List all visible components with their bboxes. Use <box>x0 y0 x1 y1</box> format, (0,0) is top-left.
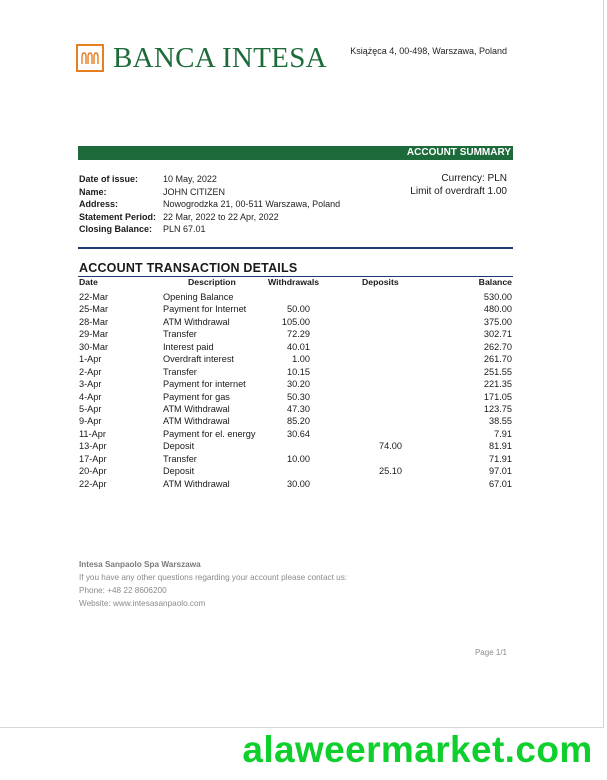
row-withdrawal: 105.00 <box>281 316 310 327</box>
info-row-period <box>79 211 340 224</box>
row-deposit: 25.10 <box>379 466 402 477</box>
row-balance: 261.70 <box>483 354 512 365</box>
table-row <box>78 478 513 490</box>
table-row <box>78 366 513 378</box>
row-description: Deposit <box>163 441 195 452</box>
closing-label: Closing Balance: <box>79 224 153 235</box>
row-description: Opening Balance <box>163 292 234 302</box>
currency-text: Currency: PLN <box>441 173 507 184</box>
page-number: Page 1/1 <box>474 648 507 657</box>
row-description: Transfer <box>163 453 197 464</box>
name-label: Name: <box>79 186 107 197</box>
row-description: Payment for internet <box>163 379 246 390</box>
footer-contact: If you have any other questions regarding your account please contact us: <box>79 573 348 582</box>
row-description: Overdraft interest <box>163 354 234 365</box>
section-divider <box>78 247 513 249</box>
header-description: Description <box>188 277 236 287</box>
name-value: JOHN CITIZEN <box>163 186 225 197</box>
table-row <box>78 316 513 328</box>
row-description: ATM Withdrawal <box>163 316 230 327</box>
row-description: ATM Withdrawal <box>163 478 230 489</box>
row-date: 22-Mar <box>79 292 109 302</box>
row-date: 29-Mar <box>79 329 109 340</box>
row-description: Payment for gas <box>163 391 230 402</box>
transactions-table <box>78 291 513 490</box>
address-value: Nowogrodzka 21, 00-511 Warszawa, Poland <box>163 199 341 210</box>
table-row <box>78 440 513 452</box>
row-date: 9-Apr <box>79 416 102 427</box>
period-label: Statement Period: <box>79 211 157 222</box>
row-balance: 81.91 <box>489 441 512 452</box>
row-balance: 38.55 <box>489 416 512 427</box>
row-date: 20-Apr <box>79 466 107 477</box>
info-row-address <box>79 198 340 211</box>
row-balance: 262.70 <box>483 341 512 352</box>
address-label: Address: <box>79 199 119 210</box>
info-row-name <box>79 186 340 199</box>
footer <box>79 558 347 610</box>
row-date: 30-Mar <box>79 341 109 352</box>
header-balance: Balance <box>478 277 512 287</box>
table-row <box>78 341 513 353</box>
transactions-title: ACCOUNT TRANSACTION DETAILS <box>79 261 298 275</box>
row-date: 13-Apr <box>79 441 107 452</box>
table-row <box>78 303 513 315</box>
row-withdrawal: 30.00 <box>287 478 310 489</box>
footer-bank-name: Intesa Sanpaolo Spa Warszawa <box>79 560 201 569</box>
row-balance: 171.05 <box>483 391 512 402</box>
row-date: 22-Apr <box>79 478 107 489</box>
table-row <box>78 453 513 465</box>
row-date: 28-Mar <box>79 316 109 327</box>
row-withdrawal: 72.29 <box>287 329 310 340</box>
header-date: Date <box>79 277 98 287</box>
bank-name: BANCA INTESA <box>113 42 327 74</box>
row-description: ATM Withdrawal <box>163 403 230 414</box>
row-withdrawal: 30.64 <box>287 428 310 439</box>
table-row <box>78 291 513 303</box>
row-deposit: 74.00 <box>379 441 402 452</box>
footer-website: Website: www.intesasanpaolo.com <box>79 599 206 608</box>
logo-arches-icon <box>76 44 104 72</box>
row-date: 17-Apr <box>79 453 107 464</box>
row-description: Payment for Internet <box>163 304 247 315</box>
row-date: 5-Apr <box>79 403 102 414</box>
row-date: 25-Mar <box>79 304 109 315</box>
row-withdrawal: 40.01 <box>287 341 310 352</box>
row-balance: 251.55 <box>483 366 512 377</box>
row-balance: 221.35 <box>483 379 512 390</box>
info-row-date <box>79 173 340 186</box>
table-row <box>78 378 513 390</box>
footer-phone: Phone: +48 22 8606200 <box>79 586 167 595</box>
row-balance: 480.00 <box>483 304 512 315</box>
bank-address: Książęca 4, 00-498, Warszawa, Poland <box>350 46 507 56</box>
row-description: Deposit <box>163 466 195 477</box>
row-balance: 7.91 <box>494 428 512 439</box>
row-balance: 530.00 <box>483 292 512 302</box>
watermark: alaweermarket.com <box>242 729 593 770</box>
date-label: Date of issue: <box>79 174 139 184</box>
row-description: Payment for el. energy <box>163 428 256 439</box>
table-row <box>78 403 513 415</box>
bank-logo <box>76 43 327 73</box>
row-balance: 302.71 <box>483 329 512 340</box>
transactions-header <box>78 276 513 291</box>
row-withdrawal: 30.20 <box>287 379 310 390</box>
row-withdrawal: 10.15 <box>287 366 310 377</box>
date-value: 10 May, 2022 <box>163 174 217 184</box>
row-date: 3-Apr <box>79 379 102 390</box>
row-withdrawal: 1.00 <box>292 354 310 365</box>
row-withdrawal: 47.30 <box>287 403 310 414</box>
currency-block <box>410 173 507 198</box>
table-row <box>78 391 513 403</box>
row-balance: 67.01 <box>489 478 512 489</box>
row-description: Interest paid <box>163 341 214 352</box>
header-withdrawals: Withdrawals <box>268 277 320 287</box>
row-description: Transfer <box>163 366 197 377</box>
account-info <box>79 173 340 236</box>
row-date: 2-Apr <box>79 366 102 377</box>
row-balance: 71.91 <box>489 453 512 464</box>
row-withdrawal: 50.00 <box>287 304 310 315</box>
table-row <box>78 428 513 440</box>
header-deposits: Deposits <box>362 277 399 287</box>
row-balance: 375.00 <box>483 316 512 327</box>
row-description: ATM Withdrawal <box>163 416 230 427</box>
overdraft-limit: Limit of overdraft 1.00 <box>410 185 507 197</box>
table-row <box>78 328 513 340</box>
closing-value: PLN 67.01 <box>163 224 206 235</box>
row-withdrawal: 85.20 <box>287 416 310 427</box>
account-summary-header: ACCOUNT SUMMARY <box>78 146 513 160</box>
table-row <box>78 353 513 365</box>
info-row-closing <box>79 223 340 236</box>
row-date: 11-Apr <box>79 428 106 439</box>
row-balance: 123.75 <box>483 403 512 414</box>
row-balance: 97.01 <box>489 466 512 477</box>
row-withdrawal: 10.00 <box>287 453 310 464</box>
row-date: 4-Apr <box>79 391 102 402</box>
table-row <box>78 465 513 477</box>
period-value: 22 Mar, 2022 to 22 Apr, 2022 <box>163 211 279 222</box>
row-description: Transfer <box>163 329 197 340</box>
row-withdrawal: 50.30 <box>287 391 310 402</box>
table-row <box>78 415 513 427</box>
row-date: 1-Apr <box>79 354 102 365</box>
